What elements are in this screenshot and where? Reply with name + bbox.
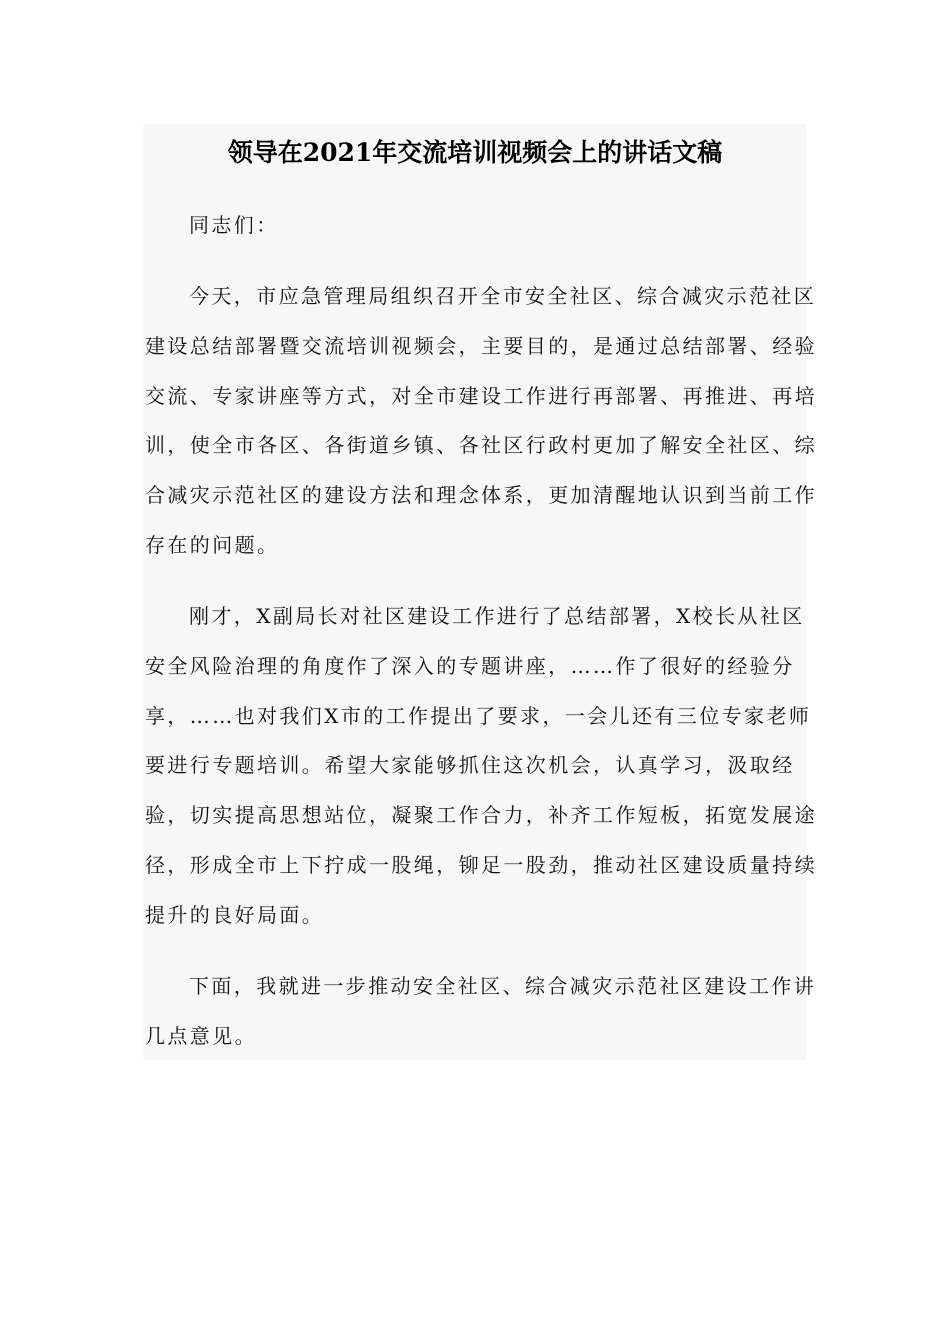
paragraph-transition: 下面，我就进一步推动安全社区、综合减灾示范社区建设工作讲几点意见。 — [145, 974, 817, 1048]
paragraph-review: 刚才，X副局长对社区建设工作进行了总结部署，X校长从社区安全风险治理的角度作了深入的专题讲座，……作了很好的经验分享，……也对我们X市的工作提出了要求，一会儿还有三位专家老师要进行专题培训。希望大家能够抓住这次机会，认真学习，汲取经验，切实提高思想站位，凝聚工作合力，补齐工作短板，拓宽发展途径，形成全市上下拧成一股绳，铆足一股劲，推动社区建设质量持续提升的良好局面。 — [145, 604, 817, 927]
paragraph-opening: 今天，市应急管理局组织召开全市安全社区、综合减灾示范社区建设总结部署暨交流培训视频会，主要目的，是通过总结部署、经验交流、专家讲座等方式，对全市建设工作进行再部署、再推进、再培训，使全市各区、各街道乡镇、各社区行政村更加了解安全社区、综合减灾示范社区的建设方法和理念体系，更加清醒地认识到当前工作存在的问题。 — [145, 284, 817, 557]
document-title: 领导在2021年交流培训视频会上的讲话文稿 — [227, 138, 723, 167]
greeting: 同志们： — [189, 213, 279, 237]
